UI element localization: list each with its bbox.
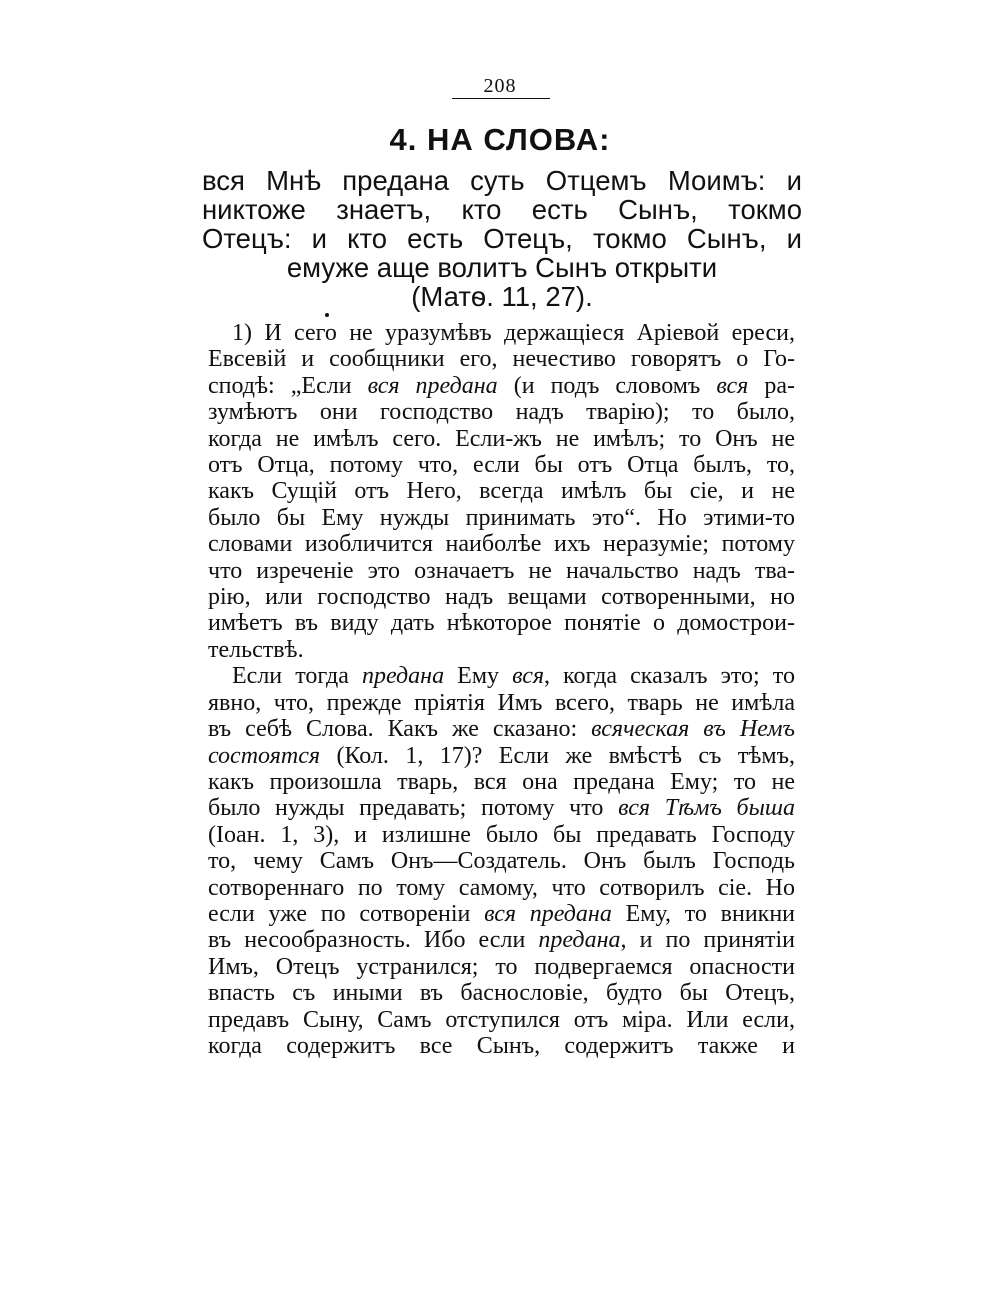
text-run: впасть съ иными въ баснословіе, будто бы Отецъ, xyxy=(208,980,795,1007)
text-run: Ему xyxy=(444,663,513,690)
text-run: когда содержитъ все Сынъ, содержитъ также и xyxy=(208,1032,795,1059)
text-line xyxy=(208,320,795,346)
epigraph-line: никтоже знаетъ, кто есть Сынъ, токмо xyxy=(202,194,802,225)
text-line xyxy=(208,1033,795,1059)
text-run: если уже по сотвореніи xyxy=(208,900,485,927)
text-line xyxy=(208,980,795,1006)
text-run: то, чему Самъ Онъ—Создатель. Онъ былъ Господь xyxy=(208,848,795,875)
text-line xyxy=(208,663,795,689)
commentary-text xyxy=(208,320,795,1059)
text-line xyxy=(208,610,795,636)
text-run: было бы Ему нужды принимать это“. Но этими-то xyxy=(208,504,795,531)
text-run: явно, что, прежде пріятія Имъ всего, тварь не имѣла xyxy=(208,689,795,716)
text-line xyxy=(208,795,795,821)
text-line xyxy=(208,399,795,425)
text-line xyxy=(208,426,795,452)
text-line xyxy=(208,716,795,742)
italic-quote: вся xyxy=(716,372,749,399)
paragraph xyxy=(208,663,795,1059)
text-line xyxy=(208,637,795,663)
text-run: было нужды предавать; потому что xyxy=(208,795,619,822)
text-run: , когда сказалъ это; то xyxy=(544,663,795,690)
text-run: отъ Отца, потому что, если бы отъ Отца былъ, то, xyxy=(208,452,795,479)
text-line xyxy=(208,505,795,531)
text-run: Если тогда xyxy=(232,663,362,690)
print-speck xyxy=(325,313,329,317)
text-run: (Кол. 1, 17)? Если же вмѣстѣ съ тѣмъ, xyxy=(320,742,795,769)
text-line xyxy=(208,531,795,557)
italic-quote: предана xyxy=(538,927,621,954)
text-run: (и подъ словомъ xyxy=(497,372,717,399)
epigraph-line: Отецъ: и кто есть Отецъ, токмо Сынъ, и xyxy=(202,223,802,254)
text-run: (Іоан. 1, 3), и излишне было бы предавать Господу xyxy=(208,821,795,848)
text-run: въ себѣ Слова. Какъ же сказано: xyxy=(208,716,592,743)
header-rule xyxy=(452,98,550,99)
page-number: 208 xyxy=(483,75,517,97)
epigraph-line: емуже аще волитъ Сынъ открыти xyxy=(286,252,718,283)
text-run: рію, или господство надъ вещами сотворенными, но xyxy=(208,584,795,611)
text-run: какъ произошла тварь, вся она предана Ему; то не xyxy=(208,768,795,795)
italic-quote: вся предана xyxy=(484,900,612,927)
text-line xyxy=(208,1007,795,1033)
scripture-epigraph xyxy=(202,166,802,311)
text-line xyxy=(208,769,795,795)
text-run: Ему, то вникни xyxy=(611,900,796,927)
epigraph-line: (Матѳ. 11, 27). xyxy=(411,281,593,312)
text-line xyxy=(208,690,795,716)
text-line xyxy=(208,558,795,584)
text-run: что изреченіе это означаетъ не начальство надъ тва- xyxy=(208,557,795,584)
text-line xyxy=(208,954,795,980)
italic-quote: вся предана xyxy=(367,372,498,399)
text-line xyxy=(208,478,795,504)
italic-quote: предана xyxy=(361,663,445,690)
text-run: зумѣютъ они господство надъ тварію); то было, xyxy=(208,399,795,426)
text-line xyxy=(208,743,795,769)
text-run: , и по принятіи xyxy=(620,927,795,954)
text-line xyxy=(208,848,795,874)
text-run: 1) И сего не уразумѣвъ держащіеся Аріевой ереси, xyxy=(232,320,795,346)
text-run: словами изобличится наиболѣе ихъ неразуміе; потому xyxy=(208,531,795,558)
epigraph-line: вся Мнѣ предана суть Отцемъ Моимъ: и xyxy=(202,165,802,196)
text-run: сотвореннаго по тому самому, что сотворилъ сіе. Но xyxy=(208,874,795,901)
text-line xyxy=(208,346,795,372)
text-run: предавъ Сыну, Самъ отступился отъ міра. Или если, xyxy=(208,1006,795,1033)
text-run: Евсевій и сообщники его, нечестиво говорятъ о Го- xyxy=(208,346,795,373)
text-line xyxy=(208,822,795,848)
text-run: Имъ, Отецъ устранился; то подвергаемся опасности xyxy=(208,953,795,980)
text-run: тельствѣ. xyxy=(208,636,304,663)
text-run: въ несообразность. Ибо если xyxy=(208,927,539,954)
section-heading: 4. НА СЛОВА: xyxy=(389,122,611,157)
paragraph xyxy=(208,320,795,663)
text-run: имѣетъ въ виду дать нѣкоторое понятіе о домострои- xyxy=(208,610,795,637)
text-line xyxy=(208,584,795,610)
text-line xyxy=(208,927,795,953)
text-line xyxy=(208,452,795,478)
italic-quote: всяческая въ Немъ xyxy=(591,716,795,743)
text-line xyxy=(208,901,795,927)
text-run: сподѣ: „Если xyxy=(208,372,368,399)
italic-quote: вся xyxy=(512,663,545,690)
text-run: ра- xyxy=(748,372,796,399)
text-line xyxy=(208,373,795,399)
text-run: когда не имѣлъ сего. Если-жъ не имѣлъ; то Онъ не xyxy=(208,425,795,452)
italic-quote: состоятся xyxy=(208,742,321,769)
text-run: какъ Сущій отъ Него, всегда имѣлъ бы сіе, и не xyxy=(208,478,795,505)
text-line xyxy=(208,875,795,901)
italic-quote: вся Тѣмъ быша xyxy=(618,795,796,822)
